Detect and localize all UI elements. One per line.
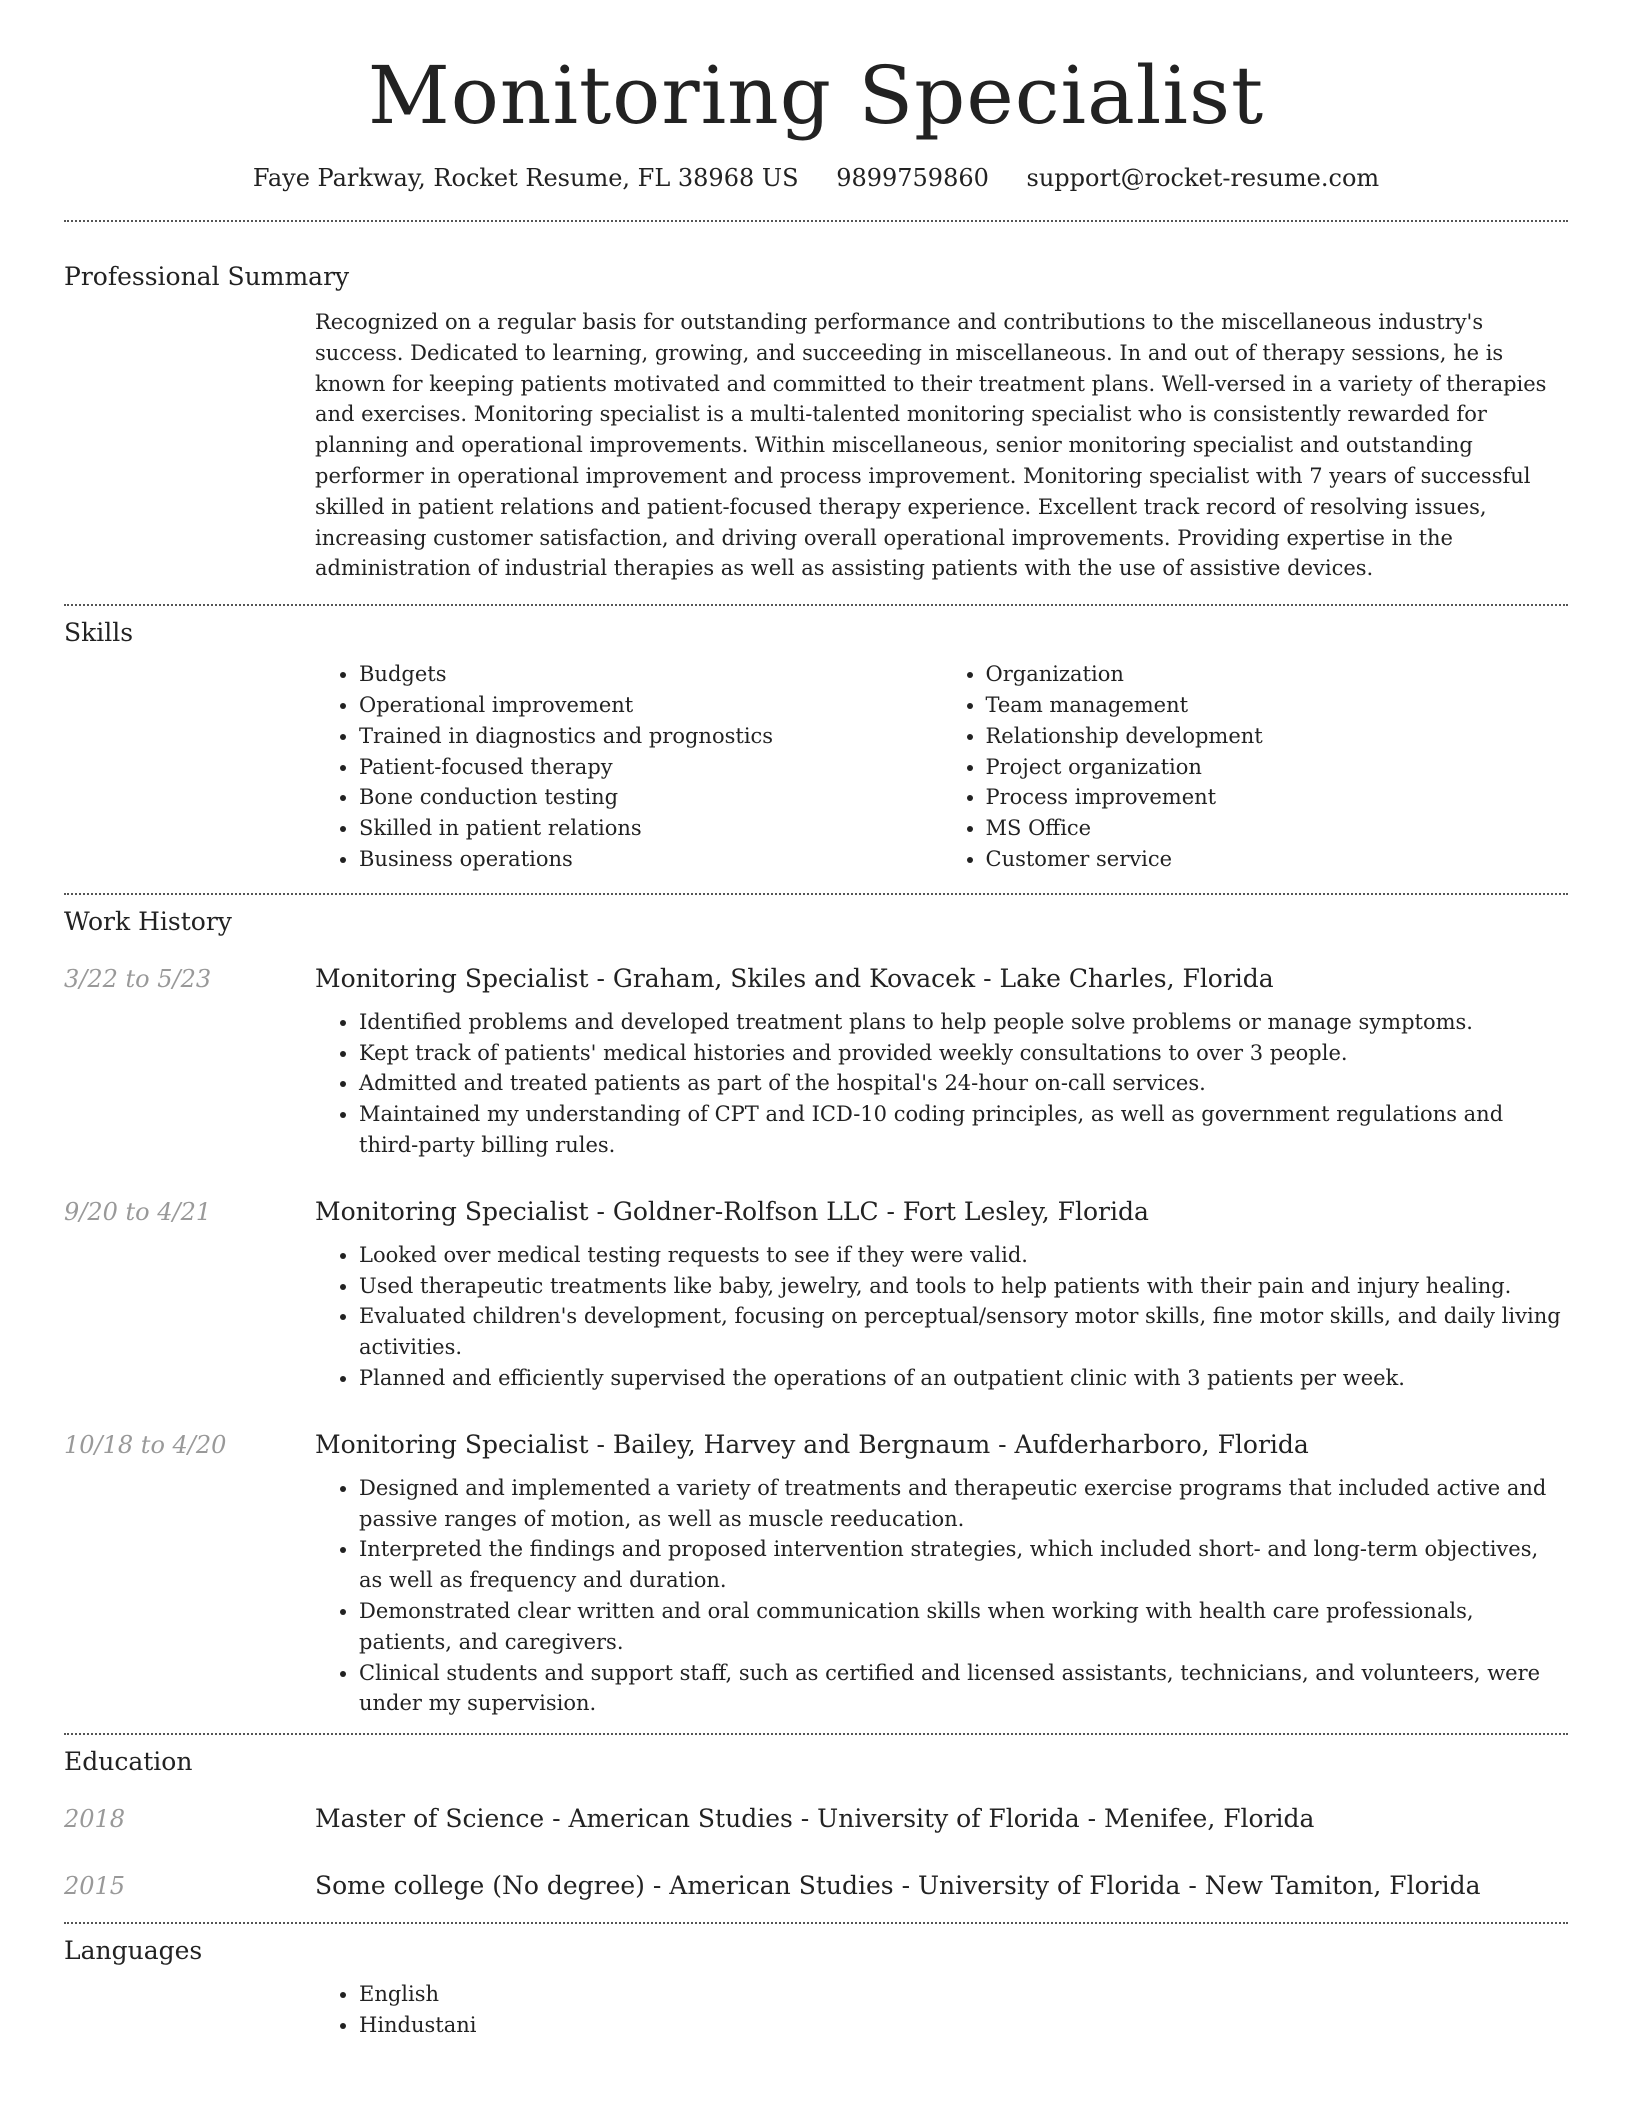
job-title: Monitoring Specialist - Graham, Skiles and Kovacek - Lake Charles, Florida xyxy=(315,963,1274,993)
job-header xyxy=(64,964,1568,993)
summary-section xyxy=(0,222,1632,584)
education-entry xyxy=(64,1871,1568,1900)
job-bullet: • Evaluated children's development, focusing on perceptual/sensory motor skills, fine motor skills, and daily living activities. xyxy=(359,1301,1568,1363)
contact-address: Faye Parkway, Rocket Resume, FL 38968 US xyxy=(252,164,799,192)
skill-item: • Process improvement xyxy=(986,782,1569,813)
skill-item: • MS Office xyxy=(986,813,1569,844)
skill-item: • Project organization xyxy=(986,752,1569,783)
job-header xyxy=(64,1197,1568,1226)
job-title: Monitoring Specialist - Bailey, Harvey and Bergnaum - Aufderharboro, Florida xyxy=(315,1429,1309,1459)
job-date: 10/18 to 4/20 xyxy=(64,1430,227,1459)
skill-item: • Skilled in patient relations xyxy=(359,813,942,844)
job-date: 9/20 to 4/21 xyxy=(64,1197,212,1226)
languages-section xyxy=(0,1924,1632,2041)
job-bullet: • Identified problems and developed treatment plans to help people solve problems or manage symptoms. xyxy=(359,1007,1568,1038)
education-title: Education xyxy=(64,1747,193,1777)
job-bullet: • Admitted and treated patients as part of the hospital's 24-hour on-call services. xyxy=(359,1068,1568,1099)
contact-line xyxy=(0,164,1632,192)
job-date: 3/22 to 5/23 xyxy=(64,964,212,993)
job-entry xyxy=(64,964,1568,1161)
skill-item: • Customer service xyxy=(986,844,1569,875)
job-bullet: • Interpreted the findings and proposed intervention strategies, which included short- and long-term objectives, as well as frequency and duration. xyxy=(359,1534,1568,1596)
education-section xyxy=(0,1735,1632,1900)
job-entry xyxy=(64,1197,1568,1394)
skills-list xyxy=(315,659,1568,875)
summary-title: Professional Summary xyxy=(64,262,350,291)
skill-item: • Operational improvement xyxy=(359,690,942,721)
job-bullet: • Used therapeutic treatments like baby, jewelry, and tools to help patients with their pain and injury healing. xyxy=(359,1271,1568,1302)
resume-header xyxy=(0,0,1632,192)
language-item: • Hindustani xyxy=(359,2010,1568,2041)
contact-email: support@rocket-resume.com xyxy=(1026,164,1380,192)
resume-name: Monitoring Specialist xyxy=(367,49,1265,142)
job-bullet: • Demonstrated clear written and oral communication skills when working with health care professionals, patients, and caregivers. xyxy=(359,1596,1568,1658)
skill-item: • Patient-focused therapy xyxy=(359,752,942,783)
job-header xyxy=(64,1430,1568,1459)
job-bullet: • Designed and implemented a variety of treatments and therapeutic exercise programs that included active and passive ranges of motion, as well as muscle reeducation. xyxy=(359,1473,1568,1535)
work-title: Work History xyxy=(64,906,232,936)
job-bullet: • Looked over medical testing requests to see if they were valid. xyxy=(359,1240,1568,1271)
education-entry xyxy=(64,1804,1568,1833)
skill-item: • Organization xyxy=(986,659,1569,690)
skill-item: • Relationship development xyxy=(986,721,1569,752)
skills-column-2 xyxy=(942,659,1569,875)
work-section xyxy=(0,895,1632,1719)
job-title: Monitoring Specialist - Goldner-Rolfson LLC - Fort Lesley, Florida xyxy=(315,1196,1149,1226)
job-bullets xyxy=(315,1473,1568,1719)
skills-section xyxy=(0,606,1632,875)
job-bullets xyxy=(315,1007,1568,1161)
job-bullet: • Kept track of patients' medical histories and provided weekly consultations to over 3 people. xyxy=(359,1038,1568,1069)
languages-list xyxy=(315,1979,1568,2041)
skill-item: • Trained in diagnostics and prognostics xyxy=(359,721,942,752)
job-entry xyxy=(64,1430,1568,1719)
skills-title: Skills xyxy=(64,618,134,648)
education-title-text: Master of Science - American Studies - University of Florida - Menifee, Florida xyxy=(315,1804,1315,1834)
skill-item: • Team management xyxy=(986,690,1569,721)
skill-item: • Budgets xyxy=(359,659,942,690)
education-date: 2018 xyxy=(64,1805,126,1834)
job-bullet: • Maintained my understanding of CPT and ICD-10 coding principles, as well as government regulations and third-party billing rules. xyxy=(359,1099,1568,1161)
job-bullet: • Planned and efficiently supervised the operations of an outpatient clinic with 3 patients per week. xyxy=(359,1363,1568,1394)
skills-column-1 xyxy=(315,659,942,875)
skill-item: • Business operations xyxy=(359,844,942,875)
summary-text: Recognized on a regular basis for outstanding performance and contributions to the miscellaneous industry's success. Dedicated to learning, growing, and succeeding in miscellaneous. In and out of therapy sessions, he is known for keeping patients motivated and committed to their treatment plans. Well-versed in a variety of therapies and exercises. Monitoring specialist is a multi-talented monitoring specialist who is consistently rewarded for planning and operational improvements. Within miscellaneous, senior monitoring specialist and outstanding performer in operational improvement and process improvement. Monitoring specialist with 7 years of successful skilled in patient relations and patient-focused therapy experience. Excellent track record of resolving issues, increasing customer satisfaction, and driving overall operational improvements. Providing expertise in the administration of industrial therapies as well as assisting patients with the use of assistive devices. xyxy=(315,310,1547,581)
contact-phone: 9899759860 xyxy=(836,164,989,192)
languages-title: Languages xyxy=(64,1936,203,1966)
job-bullets xyxy=(315,1240,1568,1394)
education-date: 2015 xyxy=(64,1872,126,1901)
education-title-text: Some college (No degree) - American Studies - University of Florida - New Tamiton, Florida xyxy=(315,1871,1481,1901)
language-item: • English xyxy=(359,1979,1568,2010)
job-bullet: • Clinical students and support staff, such as certified and licensed assistants, technicians, and volunteers, were under my supervision. xyxy=(359,1658,1568,1720)
skill-item: • Bone conduction testing xyxy=(359,782,942,813)
